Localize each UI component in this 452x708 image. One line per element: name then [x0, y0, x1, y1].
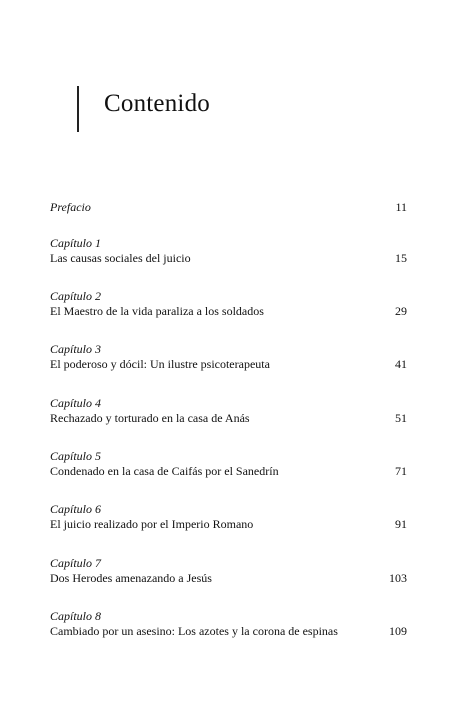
chapter-title: Las causas sociales del juicio [50, 251, 191, 265]
chapter-label: Capítulo 8 [50, 609, 102, 623]
toc-entry-chapter-5 [50, 449, 407, 479]
toc-entry-preface [50, 200, 407, 215]
chapter-page-number: 15 [395, 251, 407, 265]
toc-entry-chapter-2 [50, 289, 407, 319]
toc-entry-chapter-3 [50, 342, 407, 372]
page-title: Contenido [104, 90, 210, 117]
chapter-title: El juicio realizado por el Imperio Romano [50, 517, 254, 531]
preface-title: Prefacio [50, 200, 91, 214]
chapter-title: Condenado en la casa de Caifás por el Sanedrín [50, 464, 279, 478]
chapter-label: Capítulo 2 [50, 289, 102, 303]
chapter-title: El poderoso y dócil: Un ilustre psicoterapeuta [50, 357, 270, 371]
chapter-page-number: 41 [395, 357, 407, 371]
chapter-label: Capítulo 1 [50, 236, 102, 250]
toc-entry-chapter-6 [50, 502, 407, 532]
chapter-title: Cambiado por un asesino: Los azotes y la corona de espinas [50, 624, 338, 638]
chapter-page-number: 91 [395, 517, 407, 531]
chapter-page-number: 71 [395, 464, 407, 478]
toc-entry-chapter-8 [50, 609, 407, 639]
toc-entry-chapter-1 [50, 236, 407, 266]
preface-page-number: 11 [395, 200, 407, 214]
chapter-page-number: 29 [395, 304, 407, 318]
chapter-label: Capítulo 4 [50, 396, 102, 410]
toc-entry-chapter-4 [50, 396, 407, 426]
chapter-page-number: 103 [389, 571, 407, 585]
title-rule [77, 86, 79, 132]
chapter-label: Capítulo 3 [50, 342, 102, 356]
chapter-title: Rechazado y torturado en la casa de Anás [50, 411, 250, 425]
chapter-label: Capítulo 7 [50, 556, 102, 570]
toc-entry-chapter-7 [50, 556, 407, 586]
chapter-page-number: 109 [389, 624, 407, 638]
chapter-label: Capítulo 6 [50, 502, 102, 516]
chapter-title: Dos Herodes amenazando a Jesús [50, 571, 212, 585]
chapter-title: El Maestro de la vida paraliza a los soldados [50, 304, 264, 318]
chapter-label: Capítulo 5 [50, 449, 102, 463]
chapter-page-number: 51 [395, 411, 407, 425]
